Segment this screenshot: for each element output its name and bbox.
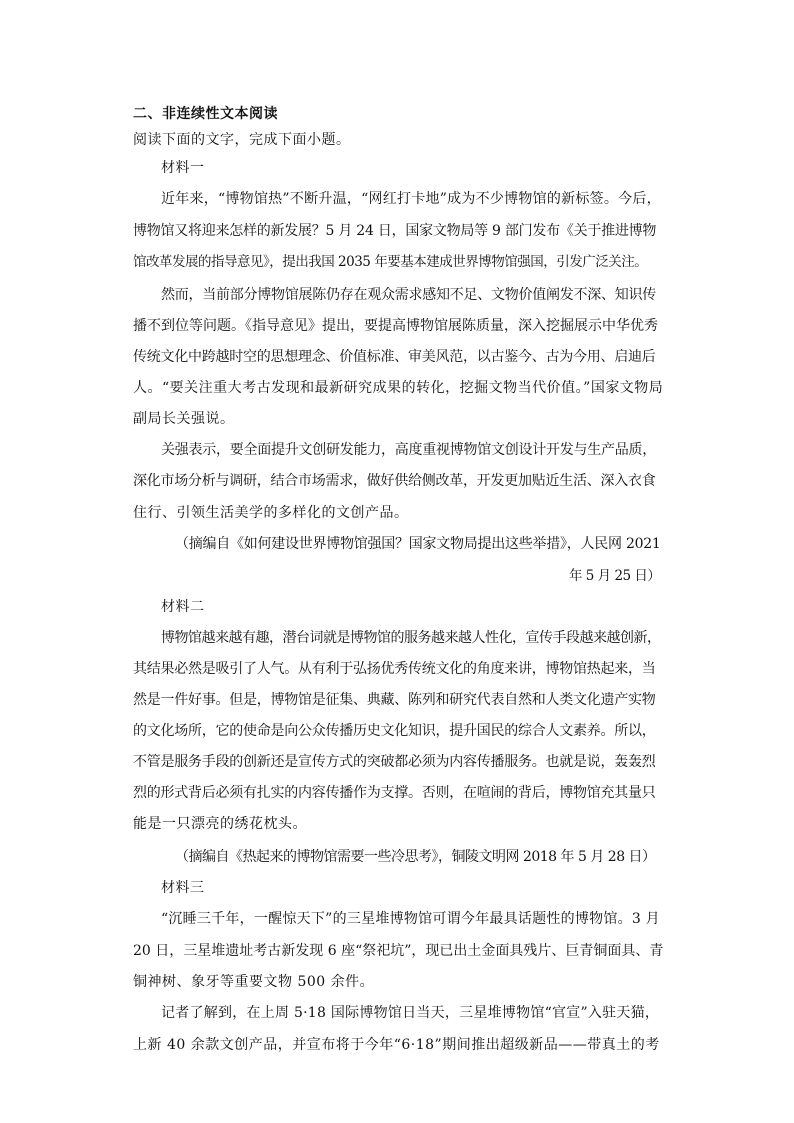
- material3-line: 20 日，三星堆遗址考古新发现 6 座“祭祀坑”，现已出土金面具残片、巨青铜面具、青: [133, 943, 664, 959]
- material2-line: 的文化场所，它的使命是向公众传播历史文化知识，提升国民的综合人文素养。所以，: [133, 723, 656, 739]
- material1-line: 副局长关强说。: [133, 411, 235, 427]
- material1-line: 然而，当前部分博物馆展陈仍存在观众需求感知不足、文物价值阐发不深、知识传: [161, 287, 656, 303]
- material1-source-date: 年 5 月 25 日）: [569, 568, 661, 584]
- material1-line: 近年来，“博物馆热”不断升温，“网红打卡地”成为不少博物馆的新标签。今后，: [161, 191, 661, 207]
- material2-line: 然是一件好事。但是，博物馆是征集、典藏、陈列和研究代表自然和人类文化遗产实物: [133, 692, 656, 708]
- material1-line: 传统文化中跨越时空的思想理念、价值标准、审美风范，以古鉴今、古为今用、启迪后: [133, 349, 656, 365]
- material2-line: 其结果必然是吸引了人气。从有利于弘扬优秀传统文化的角度来讲，博物馆热起来，当: [133, 661, 656, 677]
- material1-source: （摘编自《如何建设世界博物馆强国？国家文物局提出这些举措》，人民网 2021: [175, 536, 661, 552]
- material3-label: 材料三: [161, 880, 205, 896]
- material3-line: 上新 40 余款文创产品，并宣布将于今年“6·18”期间推出超级新品——带真土的考: [133, 1037, 660, 1053]
- material3-line: “沉睡三千年，一醒惊天下”的三星堆博物馆可谓今年最具话题性的博物馆。3 月: [161, 911, 660, 927]
- material1-line: 人。“要关注重大考古发现和最新研究成果的转化，挖掘文物当代价值。”国家文物局: [133, 380, 664, 396]
- material2-label: 材料二: [161, 599, 205, 615]
- section-instruction: 阅读下面的文字，完成下面小题。: [133, 132, 351, 148]
- material1-line: 馆改革发展的指导意见》，提出我国 2035 年要基本建成世界博物馆强国，引发广泛关注。: [133, 254, 648, 270]
- material1-line: 播不到位等问题。《指导意见》提出，要提高博物馆展陈质量，深入挖掘展示中华优秀: [133, 318, 658, 334]
- section-heading: 二、非连续性文本阅读: [133, 106, 278, 122]
- material3-line: 记者了解到，在上周 5·18 国际博物馆日当天，三星堆博物馆“官宣”入驻天猫，: [161, 1005, 660, 1021]
- material1-line: 住行、引领生活美学的多样化的文创产品。: [133, 505, 409, 521]
- material2-line: 博物馆越来越有趣，潜台词就是博物馆的服务越来越人性化，宣传手段越来越创新，: [161, 630, 661, 646]
- material2-source: （摘编自《热起来的博物馆需要一些冷思考》，铜陵文明网 2018 年 5 月 28 日）: [175, 849, 656, 865]
- material1-label: 材料一: [161, 160, 205, 176]
- material2-line: 不管是服务手段的创新还是宣传方式的突破都必须为内容传播服务。也就是说，轰轰烈: [133, 754, 656, 770]
- material1-line: 关强表示，要全面提升文创研发能力，高度重视博物馆文创设计开发与生产品质，: [161, 442, 656, 458]
- material2-line: 能是一只漂亮的绣花枕头。: [133, 816, 307, 832]
- material1-line: 深化市场分析与调研，结合市场需求，做好供给侧改革，开发更加贴近生活、深入衣食: [133, 473, 656, 489]
- material1-line: 博物馆又将迎来怎样的新发展？5 月 24 日，国家文物局等 9 部门发布《关于推进博物: [133, 223, 657, 239]
- material2-line: 烈的形式背后必须有扎实的内容传播作为支撑。否则，在喧闹的背后，博物馆充其量只: [133, 785, 656, 801]
- material3-line: 铜神树、象牙等重要文物 500 余件。: [133, 974, 375, 990]
